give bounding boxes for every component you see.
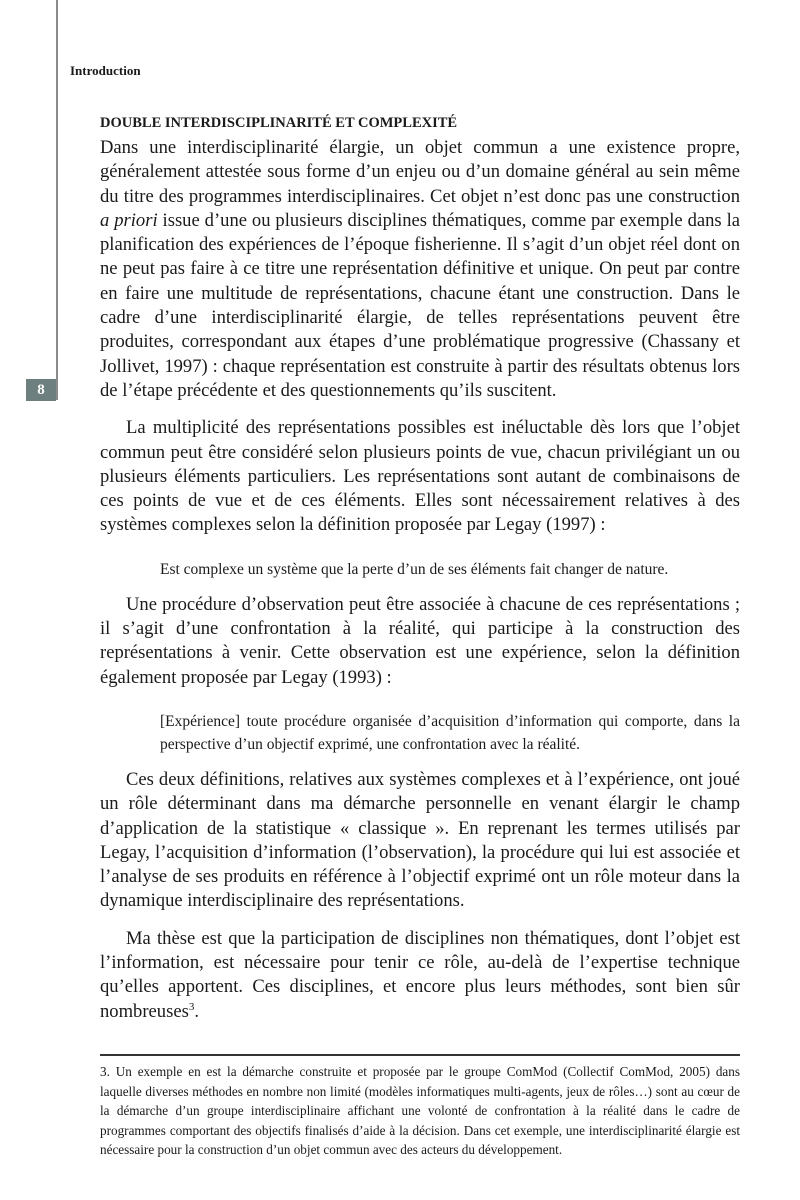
footnote: 3. Un exemple en est la démarche construite et proposée par le groupe ComMod (Collectif ComMod, 2005) dans laquelle diverses méthodes en nombre non limité (modèles informatiques multi-agents, jeux de rôles…) sont au cœur de la démarche d’un groupe interdisciplinaire affichant une volonté de confrontation à la réalité dans le cadre de programmes comportant des objectifs finalisés d’aide à la décision. Dans cet exemple, une interdisciplinarité élargie est nécessaire pour la construction d’un objet commun avec des acteurs du développement. — [100, 1063, 740, 1158]
footnote-rule — [100, 1054, 740, 1056]
text: . — [194, 1000, 199, 1022]
running-header: Introduction — [70, 63, 141, 78]
margin-line — [56, 0, 58, 400]
paragraph-5 — [100, 927, 740, 1024]
paragraph-4: Ces deux définitions, relatives aux systèmes complexes et à l’expérience, ont joué un rôle déterminant dans ma démarche personnelle en venant élargir le champ d’application de la statistique « classique ». En reprenant les termes utilisés par Legay, l’acquisition d’information (l’observation), la procédure qui lui est associée et l’analyse de ses produits en référence à l’objectif exprimé ont un rôle moteur dans la dynamique interdisciplinaire des représentations. — [100, 768, 740, 912]
block-quote-1: Est complexe un système que la perte d’un de ses éléments fait changer de nature. — [160, 560, 669, 578]
text: Dans une interdisciplinarité élargie, un objet commun a une existence propre, généralement attestée sous forme d’un enjeu ou d’un domaine général au sein même du titre des programmes interdisciplinaires. Cet objet n’est donc pas une construction — [100, 137, 740, 207]
paragraph-3: Une procédure d’observation peut être associée à chacune de ces représentations ; il s’agit d’une confrontation à la réalité, qui participe à la construction des représentations à venir. Cette observation est une expérience, selon la définition également proposée par Legay (1993) : — [100, 593, 740, 688]
footnote-ref[interactable]: 3 — [188, 1000, 195, 1013]
main-text — [100, 114, 740, 1024]
paragraph-2: La multiplicité des représentations possibles est inéluctable dès lors que l’objet commun peut être considéré selon plusieurs points de vue, chacun privilégiant un ou plusieurs éléments particuliers. Les représentations sont autant de combinaisons de ces points de vue et de ces éléments. Elles sont nécessairement relatives à des systèmes complexes selon la définition proposée par Legay (1997) : — [100, 417, 740, 536]
italic-term: a priori — [100, 209, 158, 231]
page-body — [100, 0, 740, 1200]
page-number: 8 — [26, 379, 56, 401]
text: issue d’une ou plusieurs disciplines thématiques, comme par exemple dans la planification des expériences de l’époque fisherienne. Il s’agit d’un objet réel dont on ne peut pas faire à ce titre une représentation définitive et unique. On peut par contre en faire une multitude de représentations, chacune étant une construction. Dans le cadre d’une interdisciplinarité élargie, de telles représentations peuvent être produites, correspondant aux étapes d’une problématique progressive (Chassany et Jollivet, 1997) : chaque représentation est construite à partir des résultats obtenus lors de l’étape précédente et des questionnements qu’ils suscitent. — [100, 209, 740, 401]
block-quote-2: [Expérience] toute procédure organisée d’acquisition d’information qui comporte, dans la perspective d’un objectif exprimé, une confrontation avec la réalité. — [160, 712, 740, 753]
section-title: DOUBLE INTERDISCIPLINARITÉ ET COMPLEXITÉ — [100, 115, 458, 131]
text: Ma thèse est que la participation de disciplines non thématiques, dont l’objet est l’information, est nécessaire pour tenir ce rôle, au-delà de l’expertise technique qu’elles apportent. Ces disciplines, et encore plus leurs méthodes, sont bien sûr nombreuses — [100, 927, 740, 1022]
paragraph-1 — [100, 136, 740, 403]
